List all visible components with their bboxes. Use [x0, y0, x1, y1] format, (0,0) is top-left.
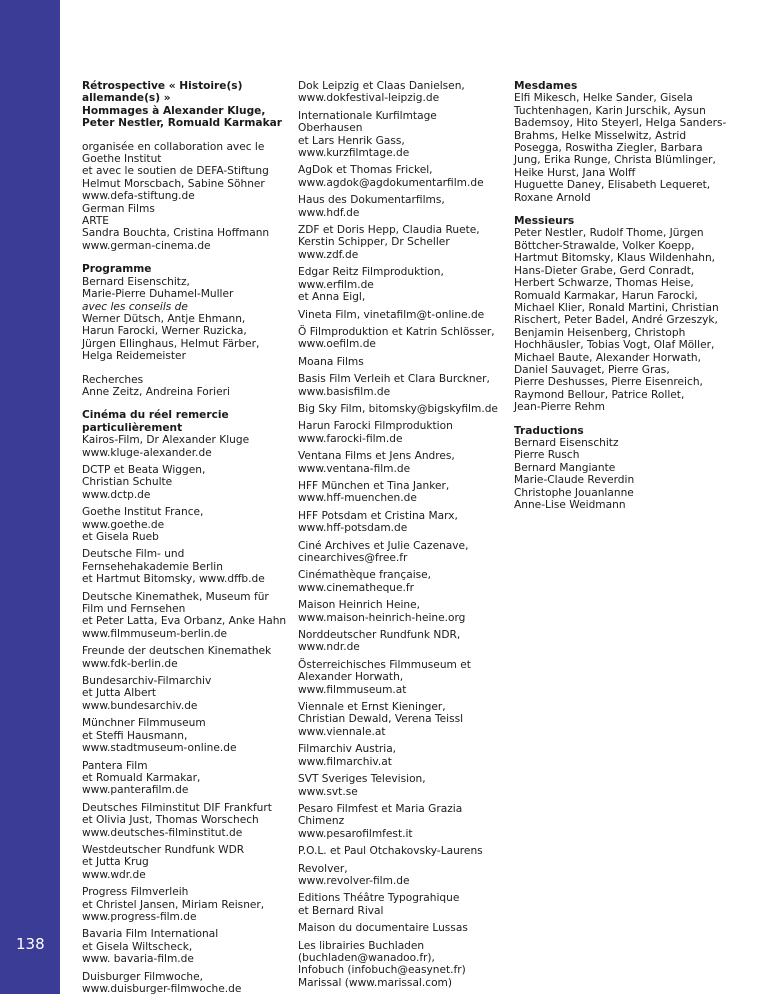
credit-line: Edgar Reitz Filmproduktion, [298, 266, 444, 279]
credit-block [298, 510, 498, 535]
section-heading: Peter Nestler, Romuald Karmakar [82, 117, 282, 130]
credit-line: Filmarchiv Austria, [298, 743, 397, 756]
credit-line: www.deutsches-filminstitut.de [82, 826, 243, 839]
credit-line: cinearchives@free.fr [298, 552, 408, 564]
credit-line: Posegga, Roswitha Ziegler, Barbara [514, 142, 703, 155]
credit-line: Kerstin Schipper, Dr Scheller [298, 236, 450, 249]
credit-line: Cinémathèque française, [298, 569, 432, 582]
section-heading: particulièrement [82, 421, 183, 434]
credit-line: Film und Fernsehen [82, 603, 186, 616]
credit-block [298, 892, 498, 917]
credit-line: www.maison-heinrich-heine.org [298, 611, 466, 624]
credit-line: Goethe Institut [82, 153, 162, 166]
credit-line: Marie-Pierre Duhamel-Muller [82, 288, 234, 301]
credit-line: Marissal (www.marissal.com) [298, 976, 453, 989]
credit-line: P.O.L. et Paul Otchakovsky-Laurens [298, 845, 483, 858]
section-heading: Traductions [514, 424, 584, 437]
credit-block [298, 224, 498, 261]
credit-block [298, 659, 498, 696]
credit-line: Hans-Dieter Grabe, Gerd Conradt, [514, 264, 695, 277]
credit-block [514, 80, 727, 204]
credit-line: et Bernard Rival [298, 904, 384, 917]
credit-line: Progress Filmverleih [82, 886, 189, 899]
credit-line: Freunde der deutschen Kinemathek [82, 645, 272, 658]
credit-block [298, 540, 498, 565]
credit-line: HFF München et Tina Janker, [298, 479, 450, 492]
credit-block [82, 844, 282, 881]
credit-line: et Hartmut Bitomsky, www.dffb.de [82, 573, 265, 586]
credit-block [298, 450, 498, 475]
credit-block [82, 80, 282, 130]
credit-line: www.svt.se [298, 785, 358, 798]
credit-line: www.duisburger-filmwoche.de [82, 983, 242, 995]
credit-line: www.panterafilm.de [82, 784, 189, 797]
credit-line: www.dokfestival-leipzig.de [298, 92, 440, 105]
credit-line: Jung, Erika Runge, Christa Blümlinger, [514, 154, 716, 167]
credit-line: Brahms, Helke Misselwitz, Astrid [514, 129, 687, 142]
credit-line: Goethe Institut France, [82, 506, 204, 519]
credit-line: Bademsoy, Hito Steyerl, Helga Sanders- [514, 117, 727, 130]
credit-line: Christian Dewald, Verena Teissl [298, 713, 464, 726]
credit-block [298, 373, 498, 398]
credit-line: et Steffi Hausmann, [82, 729, 188, 742]
credit-line: Ventana Films et Jens Andres, [298, 450, 455, 463]
credit-line: ZDF et Doris Hepp, Claudia Ruete, [298, 224, 480, 237]
credit-line: Maison Heinrich Heine, [298, 599, 421, 612]
credit-line: SVT Sveriges Television, [298, 773, 426, 786]
credit-line: www.cinematheque.fr [298, 581, 414, 594]
credit-line: Moana Films [298, 355, 364, 368]
section-heading: Hommages à Alexander Kluge, [82, 104, 266, 117]
credit-line: www.bundesarchiv.de [82, 699, 198, 712]
credit-block [298, 599, 498, 624]
credit-line: Bernard Eisenschitz [514, 436, 619, 449]
credit-line: Tuchtenhagen, Karin Jurschik, Aysun [514, 104, 706, 117]
credit-line: www.hff-muenchen.de [298, 492, 417, 505]
credit-line: Infobuch (infobuch@easynet.fr) [298, 964, 466, 977]
credit-line: www.progress-film.de [82, 910, 197, 923]
credit-block [298, 266, 498, 303]
credit-block [82, 374, 282, 399]
column-1 [82, 80, 287, 1000]
credit-line: et Romuald Karmakar, [82, 771, 201, 784]
page-sidebar-band [0, 0, 60, 994]
credit-block [298, 569, 498, 594]
credit-line: Böttcher-Strawalde, Volker Koepp, [514, 239, 695, 252]
credit-line: www.zdf.de [298, 248, 359, 261]
credit-line: Heike Hurst, Jana Wolff [514, 166, 636, 179]
credit-line: Big Sky Film, bitomsky@bigskyfilm.de [298, 402, 498, 415]
credit-block [82, 675, 282, 712]
credit-line: www.ventana-film.de [298, 462, 411, 475]
credit-line: et Peter Latta, Eva Orbanz, Anke Hahn [82, 615, 287, 628]
credit-line: Westdeutscher Rundfunk WDR [82, 843, 245, 856]
credit-block [82, 548, 282, 585]
credit-line: www.filmarchiv.at [298, 755, 392, 768]
credit-line: Viennale et Ernst Kieninger, [298, 701, 446, 714]
credit-line: et Christel Jansen, Miriam Reisner, [82, 898, 265, 911]
credit-line: www.german-cinema.de [82, 239, 211, 252]
section-heading: Mesdames [514, 80, 578, 92]
credit-line: www.goethe.de [82, 518, 165, 531]
credit-line: Hartmut Bitomsky, Klaus Wildenhahn, [514, 252, 716, 265]
credit-line: Vineta Film, vinetafilm@t-online.de [298, 308, 485, 321]
credit-line: Harun Farocki, Werner Ruzicka, [82, 325, 247, 338]
credit-block [298, 629, 498, 654]
credit-line: Oberhausen [298, 122, 363, 135]
page-number: 138 [16, 935, 45, 953]
credit-block [82, 141, 282, 253]
credit-line: Österreichisches Filmmuseum et [298, 658, 471, 671]
credit-block [82, 506, 282, 543]
credit-line: www.pesarofilmfest.it [298, 827, 413, 840]
credit-line: Kairos-Film, Dr Alexander Kluge [82, 434, 250, 447]
credit-line: Pantera Film [82, 759, 148, 772]
credit-line: www.wdr.de [82, 868, 146, 881]
credit-line: www.oefilm.de [298, 338, 376, 351]
credit-line: Editions Théâtre Typograhique [298, 892, 460, 905]
credit-block [82, 971, 282, 996]
credit-line: Deutsches Filminstitut DIF Frankfurt [82, 801, 272, 814]
credit-block [82, 645, 282, 670]
credit-block [298, 845, 498, 857]
credit-line: DCTP et Beata Wiggen, [82, 463, 206, 476]
credit-line: Hochhäusler, Tobias Vogt, Olaf Möller, [514, 339, 715, 352]
credit-line: Rischert, Peter Badel, André Grzeszyk, [514, 314, 718, 327]
column-3 [514, 80, 727, 516]
section-heading: Messieurs [514, 215, 575, 228]
credit-line: www.basisfilm.de [298, 385, 391, 398]
credit-block [82, 590, 287, 641]
credit-block [82, 263, 282, 362]
credit-line: Huguette Daney, Elisabeth Lequeret, [514, 179, 711, 192]
credit-line: Christian Schulte [82, 476, 173, 489]
credit-line: Michael Klier, Ronald Martini, Christian [514, 301, 719, 314]
credit-line: Deutsche Kinemathek, Museum für [82, 590, 269, 603]
credit-line: et Gisela Wiltscheck, [82, 940, 193, 953]
credit-block [298, 863, 498, 888]
credit-line: et Gisela Rueb [82, 531, 159, 543]
credit-line: HFF Potsdam et Cristina Marx, [298, 509, 458, 522]
credit-line: Peter Nestler, Rudolf Thome, Jürgen [514, 227, 704, 240]
credit-block [298, 80, 498, 105]
credit-line: Helga Reidemeister [82, 350, 186, 363]
credit-line: et Anna Eigl, [298, 291, 366, 304]
credit-block [82, 886, 282, 923]
credit-line: Roxane Arnold [514, 191, 591, 204]
credit-block [298, 701, 498, 738]
credit-line: www.ndr.de [298, 641, 360, 654]
credit-line: Pesaro Filmfest et Maria Grazia [298, 802, 463, 815]
credit-line: Norddeutscher Rundfunk NDR, [298, 629, 461, 642]
credit-line: et Olivia Just, Thomas Worschech [82, 814, 259, 827]
credit-line: Bernard Eisenschitz, [82, 275, 190, 288]
credit-line: Bundesarchiv-Filmarchiv [82, 675, 212, 688]
credit-line: Münchner Filmmuseum [82, 717, 206, 730]
credit-line: Romuald Karmakar, Harun Farocki, [514, 289, 698, 302]
credit-line: Basis Film Verleih et Clara Burckner, [298, 373, 490, 386]
credit-line: et Lars Henrik Gass, [298, 134, 405, 147]
credit-line: Pierre Deshusses, Pierre Eisenreich, [514, 376, 703, 389]
credit-line: Jürgen Ellinghaus, Helmut Färber, [82, 337, 260, 350]
section-heading: allemande(s) » [82, 92, 171, 105]
section-heading: Programme [82, 263, 152, 276]
credit-block [298, 922, 498, 934]
credit-line: Christophe Jouanlanne [514, 486, 634, 499]
credit-line: www.dctp.de [82, 488, 151, 501]
credit-block [298, 940, 498, 990]
credit-line: Benjamin Heisenberg, Christoph [514, 326, 686, 339]
column-2 [298, 80, 498, 994]
credit-block [514, 215, 719, 414]
credit-line: www.revolver-film.de [298, 874, 410, 887]
section-heading: Cinéma du réel remercie [82, 409, 229, 422]
credit-line: Ciné Archives et Julie Cazenave, [298, 539, 469, 552]
credit-block [82, 464, 282, 501]
credit-block [298, 194, 498, 219]
credit-block [298, 420, 498, 445]
credit-line: www.filmmuseum-berlin.de [82, 627, 228, 640]
credit-line: Werner Dütsch, Antje Ehmann, [82, 312, 246, 325]
credit-line: Sandra Bouchta, Cristina Hoffmann [82, 227, 270, 240]
credit-line: organisée en collaboration avec le [82, 140, 265, 153]
credit-block [82, 409, 282, 459]
credit-block [298, 773, 498, 798]
credit-line: www. bavaria-film.de [82, 953, 194, 966]
credit-line: Bernard Mangiante [514, 461, 616, 474]
credit-block [298, 356, 498, 368]
credit-line: Ö Filmproduktion et Katrin Schlösser, [298, 325, 495, 338]
credit-block [298, 326, 498, 351]
credit-line: Haus des Dokumentarfilms, [298, 194, 445, 207]
credit-line: www.farocki-film.de [298, 432, 403, 445]
credit-line: Chimenz [298, 815, 345, 828]
credit-block [298, 743, 498, 768]
credit-block [514, 425, 714, 512]
credit-line: Jean-Pierre Rehm [514, 401, 605, 414]
credit-line: Internationale Kurfilmtage [298, 109, 437, 122]
credit-line: Alexander Horwath, [298, 671, 404, 684]
credit-line: Fernsehehakademie Berlin [82, 560, 223, 573]
credit-line: Anne Zeitz, Andreina Forieri [82, 385, 230, 398]
section-heading: Rétrospective « Histoire(s) [82, 80, 243, 92]
credit-block [298, 164, 498, 189]
credit-line: www.defa-stiftung.de [82, 190, 195, 203]
credit-line: ARTE [82, 215, 110, 228]
credit-line: Bavaria Film International [82, 928, 219, 941]
credit-line: AgDok et Thomas Frickel, [298, 164, 433, 177]
credit-line: Daniel Sauvaget, Pierre Gras, [514, 363, 670, 376]
credit-block [82, 717, 282, 754]
credit-line: Pierre Rusch [514, 449, 580, 462]
credit-line: Recherches [82, 373, 144, 386]
credit-block [298, 480, 498, 505]
credit-line: Helmut Morscbach, Sabine Söhner [82, 177, 265, 190]
credit-line: et Jutta Krug [82, 856, 149, 869]
credit-line: Michael Baute, Alexander Horwath, [514, 351, 701, 364]
credit-line: et avec le soutien de DEFA-Stiftung [82, 165, 269, 178]
credit-line: et Jutta Albert [82, 687, 156, 700]
credit-block [82, 760, 282, 797]
credit-line: www.hff-potsdam.de [298, 522, 408, 535]
credit-line: Elfi Mikesch, Helke Sander, Gisela [514, 92, 693, 105]
credit-line: Dok Leipzig et Claas Danielsen, [298, 80, 465, 92]
credit-line: Maison du documentaire Lussas [298, 922, 468, 935]
credit-block [298, 403, 498, 415]
credit-line: Marie-Claude Reverdin [514, 474, 635, 487]
credit-line: Harun Farocki Filmproduktion [298, 420, 453, 433]
credit-line: Les librairies Buchladen [298, 939, 425, 952]
credit-block [298, 309, 498, 321]
credit-line: www.kluge-alexander.de [82, 446, 212, 459]
credit-line: German Films [82, 202, 155, 215]
credit-line: www.agdok@agdokumentarfilm.de [298, 176, 484, 189]
credit-line: www.viennale.at [298, 725, 386, 738]
credit-line: avec les conseils de [82, 300, 188, 313]
credit-line: Anne-Lise Weidmann [514, 499, 626, 511]
credit-line: www.fdk-berlin.de [82, 657, 178, 670]
credit-line: Herbert Schwarze, Thomas Heise, [514, 277, 694, 290]
credit-line: (buchladen@wanadoo.fr), [298, 951, 435, 964]
credit-line: Deutsche Film- und [82, 548, 185, 561]
credit-block [298, 110, 498, 160]
credit-block [298, 803, 498, 840]
credit-block [82, 928, 282, 965]
credit-line: www.hdf.de [298, 206, 360, 219]
credit-block [82, 802, 282, 839]
credit-line: www.filmmuseum.at [298, 683, 407, 696]
credit-line: Revolver, [298, 862, 348, 875]
credit-line: www.stadtmuseum-online.de [82, 742, 237, 755]
credit-line: www.erfilm.de [298, 278, 374, 291]
credit-line: www.kurzfilmtage.de [298, 147, 410, 160]
credit-line: Duisburger Filmwoche, [82, 970, 204, 983]
credit-line: Raymond Bellour, Patrice Rollet, [514, 388, 685, 401]
